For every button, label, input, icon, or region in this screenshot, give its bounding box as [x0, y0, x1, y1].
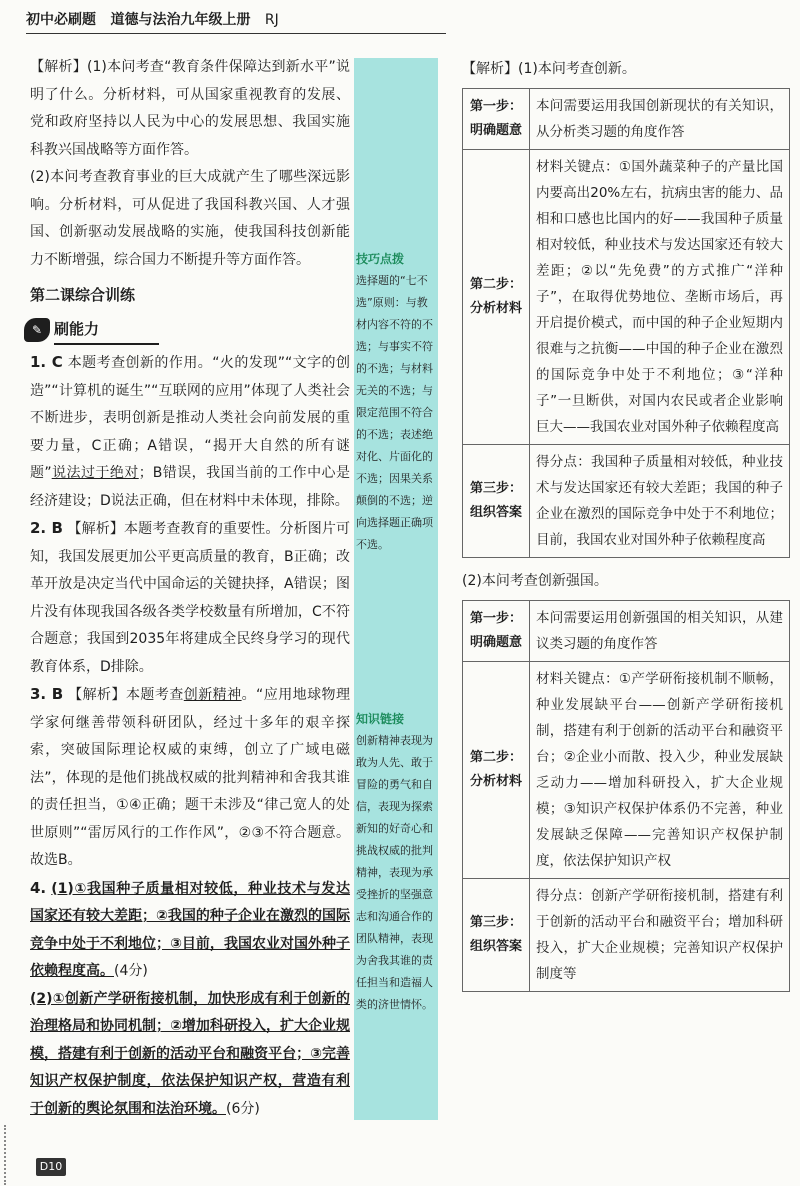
- table-row: [463, 879, 790, 992]
- right-intro-2: (2)本问考查创新强国。: [462, 573, 608, 589]
- page-number: D10: [36, 1158, 66, 1176]
- right-column: [462, 56, 792, 1002]
- question-1: [30, 349, 350, 515]
- q4-number: 4.: [30, 878, 47, 897]
- q3-number: 3. B: [30, 685, 64, 703]
- brush-icon: ✎: [24, 318, 50, 342]
- tip-knowledge-title: 知识链接: [356, 712, 405, 726]
- step-label: 第二步：分析材料: [463, 662, 530, 879]
- tip-box-knowledge: [356, 708, 436, 1016]
- analysis-paragraph-1: 【解析】(1)本问考查“教育条件保障达到新水平”说明了什么。分析材料，可从国家重视教育的发展、党和政府坚持以人民为中心的发展思想、我国实施科教兴国战略等方面作答。: [30, 59, 350, 158]
- tip-box-skills: [356, 248, 436, 556]
- q4-answer-1: (1)①我国种子质量相对较低，种业技术与发达国家还有较大差距；②我国的种子企业在激烈的国际竞争中处于不利地位；③目前，我国农业对国外种子依赖程度高。: [30, 880, 351, 979]
- q1-text-b: ；B错误，我国当前的工作中心是经济建设；D说法正确，但在材料中未体现，排除。: [30, 465, 350, 509]
- step-label: 第一步：明确题意: [463, 89, 530, 150]
- right-intro-1: 【解析】(1)本问考查创新。: [462, 61, 636, 77]
- question-4-part-1: [30, 875, 350, 986]
- margin-dots: [4, 1125, 6, 1185]
- q1-text-a: 本题考查创新的作用。“火的发现”“文字的创造”“计算机的诞生”“互联网的应用”体现了人类社会不断进步，表明创新是推动人类社会向前发展的重要力量，C正确；A错误，“揭开大自然的所有谜题”: [30, 355, 351, 481]
- steps-table-2: [462, 600, 790, 992]
- section-title: 第二课综合训练: [30, 286, 136, 304]
- brush-ability-banner: [24, 316, 350, 346]
- question-4-part-2: [30, 986, 350, 1124]
- step-content: 本问需要运用我国创新现状的有关知识，从分析类习题的角度作答: [530, 89, 790, 150]
- steps-table-1: [462, 88, 790, 558]
- step-label: 第三步：组织答案: [463, 879, 530, 992]
- tip-skills-title: 技巧点拨: [356, 252, 405, 266]
- question-3: [30, 681, 350, 875]
- step-label: 第三步：组织答案: [463, 445, 530, 558]
- q4-answer-2: (2)①创新产学研衔接机制，加快形成有利于创新的治理格局和协同机制；②增加科研投入，扩大企业规模，搭建有利于创新的活动平台和融资平台；③完善知识产权保护制度，依法保护知识产权，营造有利于创新的舆论氛围和法治环境。: [30, 990, 350, 1117]
- table-row: [463, 150, 790, 445]
- q2-text: 【解析】本题考查教育的重要性。分析图片可知，我国发展更加公平更高质量的教育，B正确；改革开放是决定当代中国命运的关键抉择，A错误；图片没有体现我国各级各类学校数量有所增加，C不符合题意；我国到2035年将建成全民终身学习的现代教育体系，D排除。: [30, 521, 351, 675]
- step-content: 本问需要运用创新强国的相关知识，从建议类习题的角度作答: [530, 601, 790, 662]
- step-content: 得分点：创新产学研衔接机制，搭建有利于创新的活动平台和融资平台；增加科研投入，扩大企业规模；完善知识产权保护制度等: [530, 879, 790, 992]
- left-column: [30, 54, 350, 1123]
- q3-text-b: 。“应用地球物理学家何继善带领科研团队，经过十多年的艰辛探索，突破国际理论权威的束缚，创立了广域电磁法”，体现的是他们挑战权威的批判精神和舍我其谁的责任担当，①④正确；题干未涉及“律己宽人的处世原则”“雷厉风行的工作作风”，②③不符合题意。故选B。: [30, 687, 351, 868]
- step-content: 得分点：我国种子质量相对较低，种业技术与发达国家还有较大差距；我国的种子企业在激烈的国际竞争中处于不利地位；目前，我国农业对国外种子依赖程度高: [530, 445, 790, 558]
- series-title: 初中必刷题: [26, 12, 96, 28]
- tip-skills-text: 选择题的“七不选”原则：与教材内容不符的不选；与事实不符的不选；与材料无关的不选；与限定范围不符合的不选；表述绝对化、片面化的不选；因果关系颠倒的不选；逆向选择题正确项不选。: [356, 274, 433, 551]
- q4-score-1: (4分): [114, 963, 148, 979]
- step-label: 第一步：明确题意: [463, 601, 530, 662]
- table-row: [463, 662, 790, 879]
- table-row: [463, 601, 790, 662]
- q1-number: 1. C: [30, 353, 63, 371]
- step-content: 材料关键点：①国外蔬菜种子的产量比国内要高出20%左右，抗病虫害的能力、品相和口感也比国内的好——我国种子质量相对较低，种业技术与发达国家还有较大差距；②以“先免费”的方式推广“洋种子”，在取得优势地位、垄断市场后，再开启提价模式，而中国的种子企业短期内很难与之抗衡——中国的种子企业在激烈的国际竞争中处于不利地位；③“洋种子”一旦断供，对国内农民或者企业影响巨大——我国农业对国外种子依赖程度高: [530, 150, 790, 445]
- table-row: [463, 89, 790, 150]
- step-label: 第二步：分析材料: [463, 150, 530, 445]
- q3-text-a: 【解析】本题考查: [68, 687, 184, 703]
- step-content: 材料关键点：①产学研衔接机制不顺畅，种业发展缺平台——创新产学研衔接机制，搭建有利于创新的活动平台和融资平台；②企业小而散、投入少，种业发展缺乏动力——增加科研投入，扩大企业规模；③知识产权保护体系仍不完善，种业发展缺乏保障——完善知识产权保护制度，依法保护知识产权: [530, 662, 790, 879]
- tip-knowledge-text: 创新精神表现为敢为人先、敢于冒险的勇气和自信，表现为探索新知的好奇心和挑战权威的批判精神，表现为承受挫折的坚强意志和沟通合作的团队精神，表现为舍我其谁的责任担当和造福人类的济世情怀。: [356, 734, 433, 1011]
- question-2: [30, 515, 350, 681]
- header-divider: [26, 33, 446, 34]
- q3-underlined: 创新精神: [183, 687, 242, 703]
- page-header: [26, 6, 446, 34]
- brush-label: 刷能力: [54, 316, 159, 346]
- analysis-paragraph-2: (2)本问考查教育事业的巨大成就产生了哪些深远影响。分析材料，可从促进了我国科教兴国、人才强国、创新驱动发展战略的实施，使我国科技创新能力不断增强，综合国力不断提升等方面作答。: [30, 169, 350, 268]
- q1-underlined: 说法过于绝对: [51, 465, 139, 481]
- q4-score-2: (6分): [226, 1100, 260, 1117]
- table-row: [463, 445, 790, 558]
- edition-label: RJ: [264, 12, 279, 28]
- book-title: 道德与法治九年级上册: [110, 12, 251, 28]
- q2-number: 2. B: [30, 519, 63, 537]
